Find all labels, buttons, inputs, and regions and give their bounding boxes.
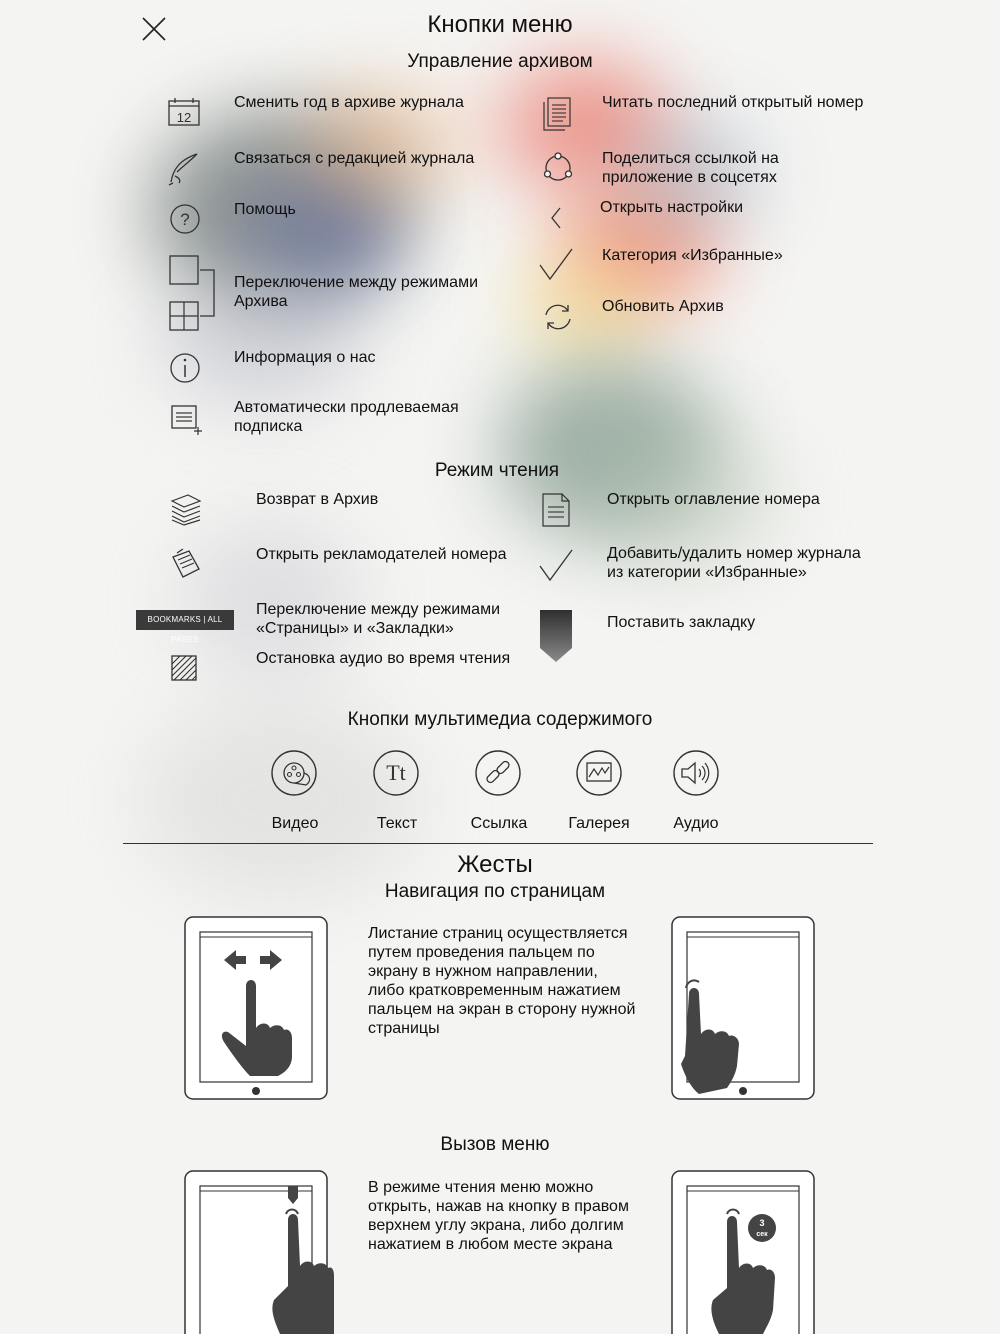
svg-text:Tt: Tt bbox=[386, 760, 406, 785]
link-icon[interactable] bbox=[474, 749, 522, 797]
tablet-tap-illustration bbox=[671, 916, 815, 1102]
gestures-heading: Жесты bbox=[457, 851, 533, 878]
calendar-icon bbox=[167, 97, 201, 127]
checkmark-icon bbox=[538, 247, 574, 283]
archive-label-favorites: Категория «Избранные» bbox=[602, 247, 783, 264]
stack-icon bbox=[168, 493, 204, 527]
refresh-icon bbox=[541, 300, 575, 334]
archive-label-view-mode: Переключение между режимами Архива bbox=[234, 274, 479, 310]
gallery-icon[interactable] bbox=[575, 749, 623, 797]
reading-label-favorites: Добавить/удалить номер журнала из категории «Избранные» bbox=[607, 545, 861, 581]
advertisers-icon bbox=[169, 547, 203, 581]
archive-label-contact: Связаться с редакцией журнала bbox=[234, 150, 475, 167]
reading-label-archive: Возврат в Архив bbox=[256, 491, 379, 508]
quill-icon bbox=[167, 150, 201, 186]
video-label: Видео bbox=[271, 815, 319, 832]
archive-label-help: Помощь bbox=[234, 201, 296, 218]
archive-heading: Управление архивом bbox=[407, 51, 593, 72]
reading-label-bookmark: Поставить закладку bbox=[607, 614, 756, 631]
tablet-swipe-illustration bbox=[184, 916, 328, 1102]
reading-label-toggle-mode: Переключение между режимами «Страницы» и «Закладки» bbox=[256, 601, 501, 637]
archive-label-refresh: Обновить Архив bbox=[602, 298, 724, 315]
reading-label-audio-stop: Остановка аудио во время чтения bbox=[256, 650, 511, 667]
audio-label: Аудио bbox=[673, 815, 719, 832]
archive-label-last-issue: Читать последний открытый номер bbox=[602, 94, 864, 111]
multimedia-heading: Кнопки мультимедиа содержимого bbox=[347, 709, 653, 730]
archive-label-year: Сменить год в архиве журнала bbox=[234, 94, 464, 111]
video-icon[interactable] bbox=[270, 749, 318, 797]
svg-text:сек: сек bbox=[756, 1231, 768, 1238]
link-label: Ссылка bbox=[470, 815, 528, 832]
text-label: Текст bbox=[376, 815, 418, 832]
share-icon bbox=[540, 150, 576, 186]
svg-text:?: ? bbox=[180, 210, 190, 229]
document-icon bbox=[541, 96, 573, 132]
navigation-heading: Навигация по страницам bbox=[384, 881, 606, 902]
svg-text:12: 12 bbox=[176, 110, 192, 125]
contents-icon bbox=[540, 492, 572, 528]
archive-label-settings: Открыть настройки bbox=[600, 199, 744, 216]
bookmark-icon[interactable] bbox=[540, 610, 572, 664]
audio-stop-icon bbox=[171, 655, 197, 681]
archive-label-info: Информация о нас bbox=[234, 349, 376, 366]
help-icon bbox=[168, 202, 202, 236]
section-divider bbox=[123, 843, 873, 844]
reading-label-contents: Открыть оглавление номера bbox=[607, 491, 820, 508]
archive-label-share: Поделиться ссылкой на приложение в соцсетях bbox=[602, 150, 779, 186]
page-title: Кнопки меню bbox=[427, 11, 573, 38]
navigation-text: Листание страниц осуществляется путем проведения пальцем по экрану в нужном направлении, либо кратковременным нажатием пальцем на экран в сторону нужной страницы bbox=[368, 925, 636, 1037]
view-mode-icon bbox=[166, 254, 220, 332]
info-icon bbox=[168, 351, 202, 385]
close-icon[interactable] bbox=[141, 16, 167, 42]
svg-text:3: 3 bbox=[759, 1218, 765, 1228]
audio-icon[interactable] bbox=[672, 749, 720, 797]
bookmarks-toggle[interactable]: BOOKMARKS | ALL PAGES bbox=[136, 610, 234, 630]
tablet-long-press-illustration bbox=[671, 1170, 815, 1334]
menu-heading: Вызов меню bbox=[440, 1134, 550, 1155]
text-icon[interactable] bbox=[372, 749, 420, 797]
reading-heading: Режим чтения bbox=[434, 460, 560, 481]
menu-text: В режиме чтения меню можно открыть, нажав на кнопку в правом верхнем углу экрана, либо долгим нажатием в любом месте экрана bbox=[368, 1179, 629, 1253]
reading-label-advertisers: Открыть рекламодателей номера bbox=[256, 546, 507, 563]
gallery-label: Галерея bbox=[568, 815, 630, 832]
archive-label-subscription: Автоматически продлеваемая подписка bbox=[234, 399, 459, 435]
chevron-left-icon bbox=[548, 205, 564, 231]
subscription-icon bbox=[169, 403, 203, 437]
checkmark-icon bbox=[538, 548, 574, 582]
tablet-menu-button-illustration bbox=[184, 1170, 334, 1334]
